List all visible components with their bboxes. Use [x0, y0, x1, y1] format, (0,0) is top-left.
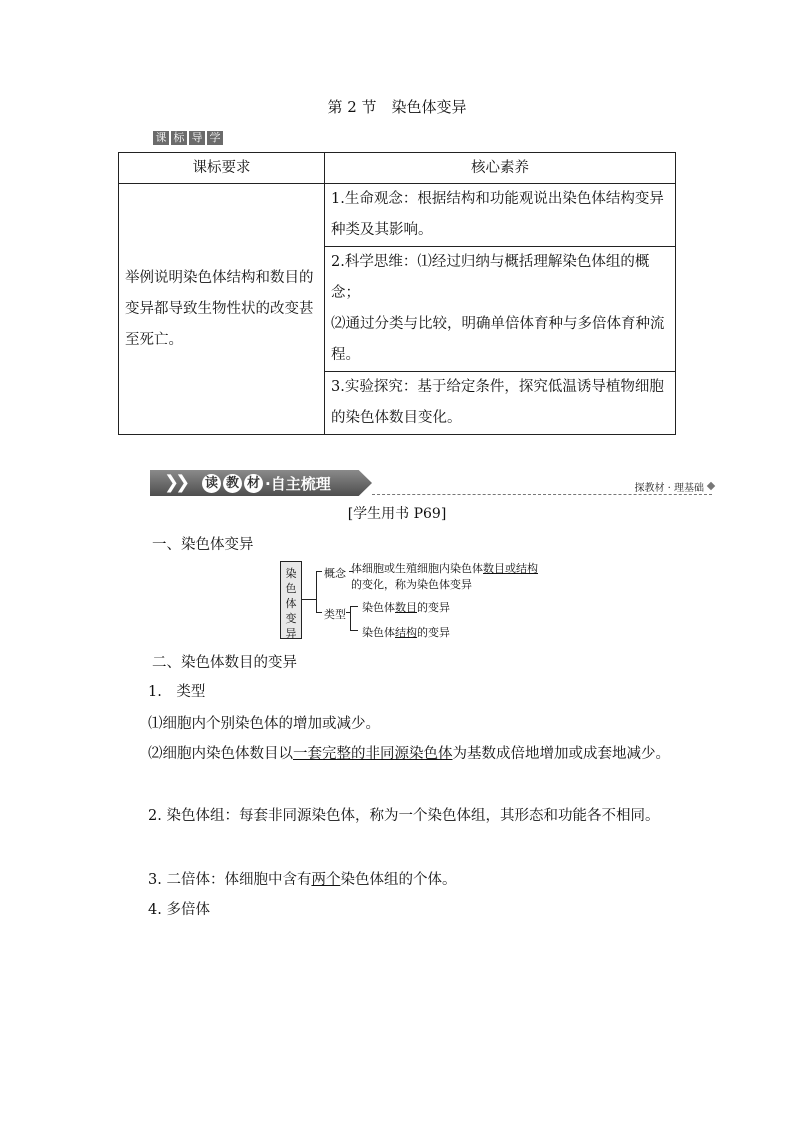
connector-line [316, 612, 322, 613]
connector-line [302, 599, 316, 600]
type-item-2: 染色体结构的变异 [362, 626, 450, 639]
page-title: 第 2 节 染色体变异 [327, 98, 467, 116]
standards-table [118, 152, 676, 435]
literacy-text: 1.生命观念：根据结构和功能观说出染色体结构变异种类及其影响。 [331, 191, 664, 238]
book-reference: [学生用书 P69] [347, 506, 447, 522]
literacy-text: 3.实验探究：基于给定条件，探究低温诱导植物细胞的染色体数目变化。 [331, 379, 664, 426]
type-item-1: 染色体数目的变异 [362, 601, 450, 614]
diagram-char: 体 [285, 597, 297, 610]
diagram-char: 色 [285, 582, 297, 595]
table-header-left: 课标要求 [119, 153, 325, 184]
divider [372, 494, 712, 495]
tag-char: 标 [171, 131, 187, 145]
banner-char: 教 [223, 474, 242, 493]
concept-text-2: 的变化，称为染色体变异 [351, 578, 472, 591]
connector-line [316, 571, 322, 572]
connector-line [316, 571, 317, 613]
concept-label: 概念 [324, 567, 346, 580]
banner-char: 材 [244, 474, 263, 493]
banner-tail: ·自主梳理 [265, 475, 331, 493]
section-tag [153, 131, 223, 145]
section-banner [150, 470, 712, 496]
literacy-cell-1 [325, 184, 676, 247]
diagram-char: 异 [285, 627, 297, 640]
literacy-text: ⑵通过分类与比较，明确单倍体育种与多倍体育种流程。 [331, 316, 665, 363]
concept-text: 体细胞或生殖细胞内染色体数目或结构 [351, 562, 538, 575]
list-item: 4. 多倍体 [148, 902, 210, 918]
diagram-char: 变 [285, 612, 297, 625]
chevron-right-icon: ❯❯ [164, 472, 187, 493]
banner-subtitle: 探教材 · 理基础 [634, 483, 704, 494]
section-heading-1: 一、染色体变异 [152, 537, 254, 553]
literacy-text: 2.科学思维：⑴经过归纳与概括理解染色体组的概念； [331, 254, 650, 301]
list-item: 3. 二倍体：体细胞中含有两个染色体组的个体。 [148, 872, 457, 888]
table-header-right: 核心素养 [325, 153, 676, 184]
literacy-cell-2 [325, 247, 676, 372]
diagram-root-box [280, 561, 302, 639]
requirement-cell: 举例说明染色体结构和数目的变异都导致生物性状的改变甚至死亡。 [119, 184, 325, 435]
list-item: 1. 类型 [148, 684, 206, 700]
literacy-cell-3 [325, 372, 676, 435]
list-item: ⑵细胞内染色体数目以一套完整的非同源染色体为基数成倍地增加或成套地减少。 [148, 746, 670, 762]
tag-char: 课 [153, 131, 169, 145]
list-item: ⑴细胞内个别染色体的增加或减少。 [148, 716, 380, 732]
connector-line [350, 606, 351, 630]
tag-char: 导 [189, 131, 205, 145]
tag-char: 学 [207, 131, 223, 145]
list-item: 2. 染色体组：每套非同源染色体，称为一个染色体组，其形态和功能各不相同。 [148, 808, 660, 824]
banner-title [202, 473, 331, 494]
section-heading-2: 二、染色体数目的变异 [152, 655, 297, 671]
type-label: 类型 [324, 608, 346, 621]
diagram-char: 染 [285, 567, 297, 580]
connector-line [350, 606, 358, 607]
diamond-icon [707, 482, 715, 490]
connector-line [350, 630, 358, 631]
banner-char: 读 [202, 474, 221, 493]
